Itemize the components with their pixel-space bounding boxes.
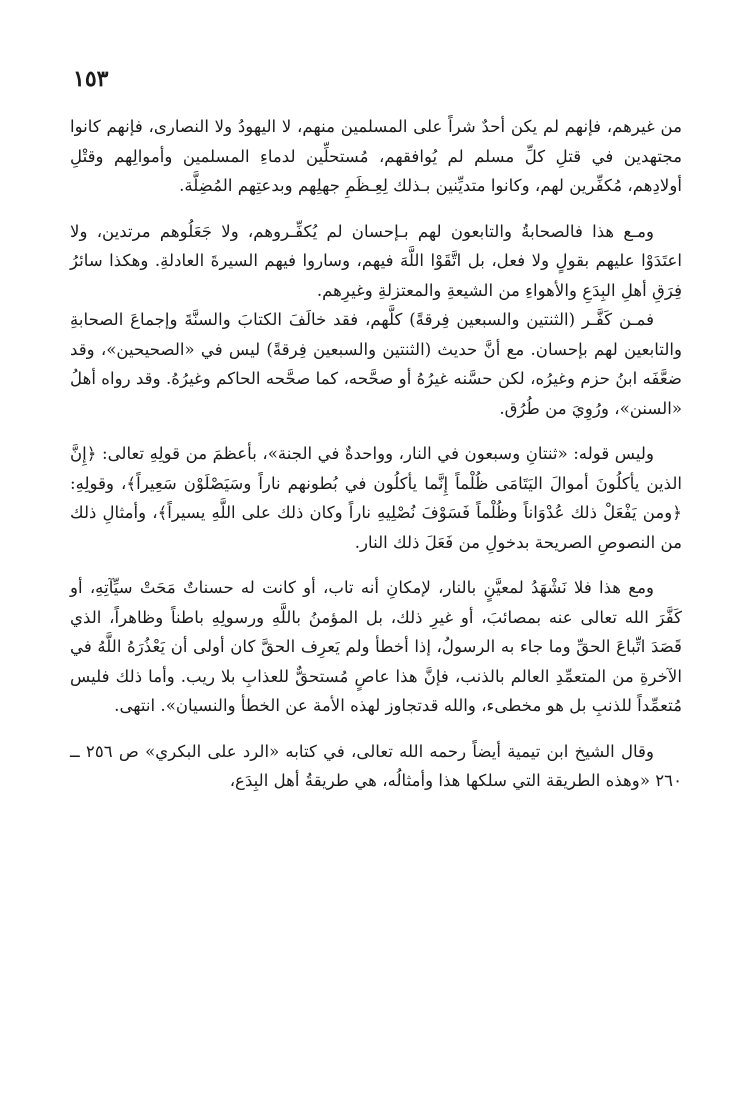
paragraph: وقال الشيخ ابن تيمية أيضاً رحمه الله تعالى، في كتابه «الرد على البكري» ص ٢٥٦ ــ ٢٦٠ «وهذه الطريقة التي سلكها هذا وأمثالُه، هي طريقةُ أهل البِدَع، — [70, 741, 682, 790]
page-number: ١٥٣ — [73, 66, 109, 92]
paragraph: وليس قوله: «ثنتانِ وسبعون في النار، وواحدةٌ في الجنة»، بأعظمَ من قولِهِ تعالى: ﴿إِنَّ الذين يأكلُونَ أموالَ اليَتَامَى ظُلْماً إِنَّما يأكلُون في بُطونهم ناراً وسَيَصْلَوْن سَعِيراً﴾، وقولِهِ: ﴿ومن يَفْعَلْ ذلك عُدْوَاناً وظُلْماً فَسَوْفَ نُصْلِيهِ ناراً وكان ذلك على اللَّهِ يسيراً﴾، وأمثالِ ذلك من النصوصِ الصريحة بدخولِ من فَعَلَ ذلك النار. — [70, 444, 682, 552]
paragraph: من غيرهم، فإنهم لم يكن أحدٌ شراً على المسلمين منهم، لا اليهودُ ولا النصارى، فإنهم كانوا مجتهدين في قتلِ كلِّ مسلم لم يُوافقهم، مُستحلِّين لدماءِ المسلمين وأموالِهم وقتْلِ أولادِهم، مُكفِّرين لهم، وكانوا متديِّنين بـذلك لِعِـظَمِ جهلِهم وبدعتِهم المُضِلَّة. — [70, 117, 682, 195]
page-body — [70, 112, 682, 796]
paragraph: ومع هذا فلا نَشْهَدُ لمعيَّنٍ بالنار، لإمكانِ أنه تاب، أو كانت له حسناتٌ مَحَتْ سيِّآتِهِ، أو كَفَّرَ الله تعالى عنه بمصائبَ، أو غيرِ ذلك، بل المؤمنُ باللَّهِ ورسولِهِ باطناً وظاهراً، الذي قَصَدَ اتِّباعَ الحقِّ وما جاء به الرسولُ، إذا أخطأ ولم يَعرِف الحقَّ كان أولى أن يَعْذُرَهُ اللَّهُ في الآخرةِ من المتعمِّدِ العالم بالذنب، فإنَّ هذا عاصٍ مُستحقٌّ للعذابِ بلا ريب. وأما ذلك فليس مُتعمِّداً للذنبِ بل هو مخطىء، والله قدتجاوز لهذه الأمة عن الخطأ والنسيان». انتهى. — [70, 578, 682, 715]
paragraph: ومـع هذا فالصحابةُ والتابعون لهم بـإحسان لم يُكفِّـروهم، ولا جَعَلُوهم مرتدين، ولا اعتَدَوْا عليهم بقولٍ ولا فعل، بل اتَّقَوْا اللَّهَ فيهم، وساروا فيهم السيرةَ العادلةِ. وهكذا سائرُ فِرَقِ أهلِ البِدَعِ والأهواءِ من الشيعةِ والمعتزلةِ وغيرِهم. — [70, 221, 682, 300]
paragraph: فمـن كَفَّـر (الثنتين والسبعين فِرقةً) كلَّهم، فقد خالَفَ الكتابَ والسنَّةَ وإجماعَ الصحابةِ والتابعين لهم بإحسان. مع أنَّ حديث (الثنتين والسبعين فِرقةً) ليس في «الصحيحين»، وقد ضعَّفَه ابنُ حزم وغيرُه، لكن حسَّنه غيرُهُ أو صحَّحه، كما صحَّحه الحاكم وغيرُهُ. وقد رواه أهلُ «السنن»، ورُوِيَ من طُرُق. — [70, 310, 682, 418]
